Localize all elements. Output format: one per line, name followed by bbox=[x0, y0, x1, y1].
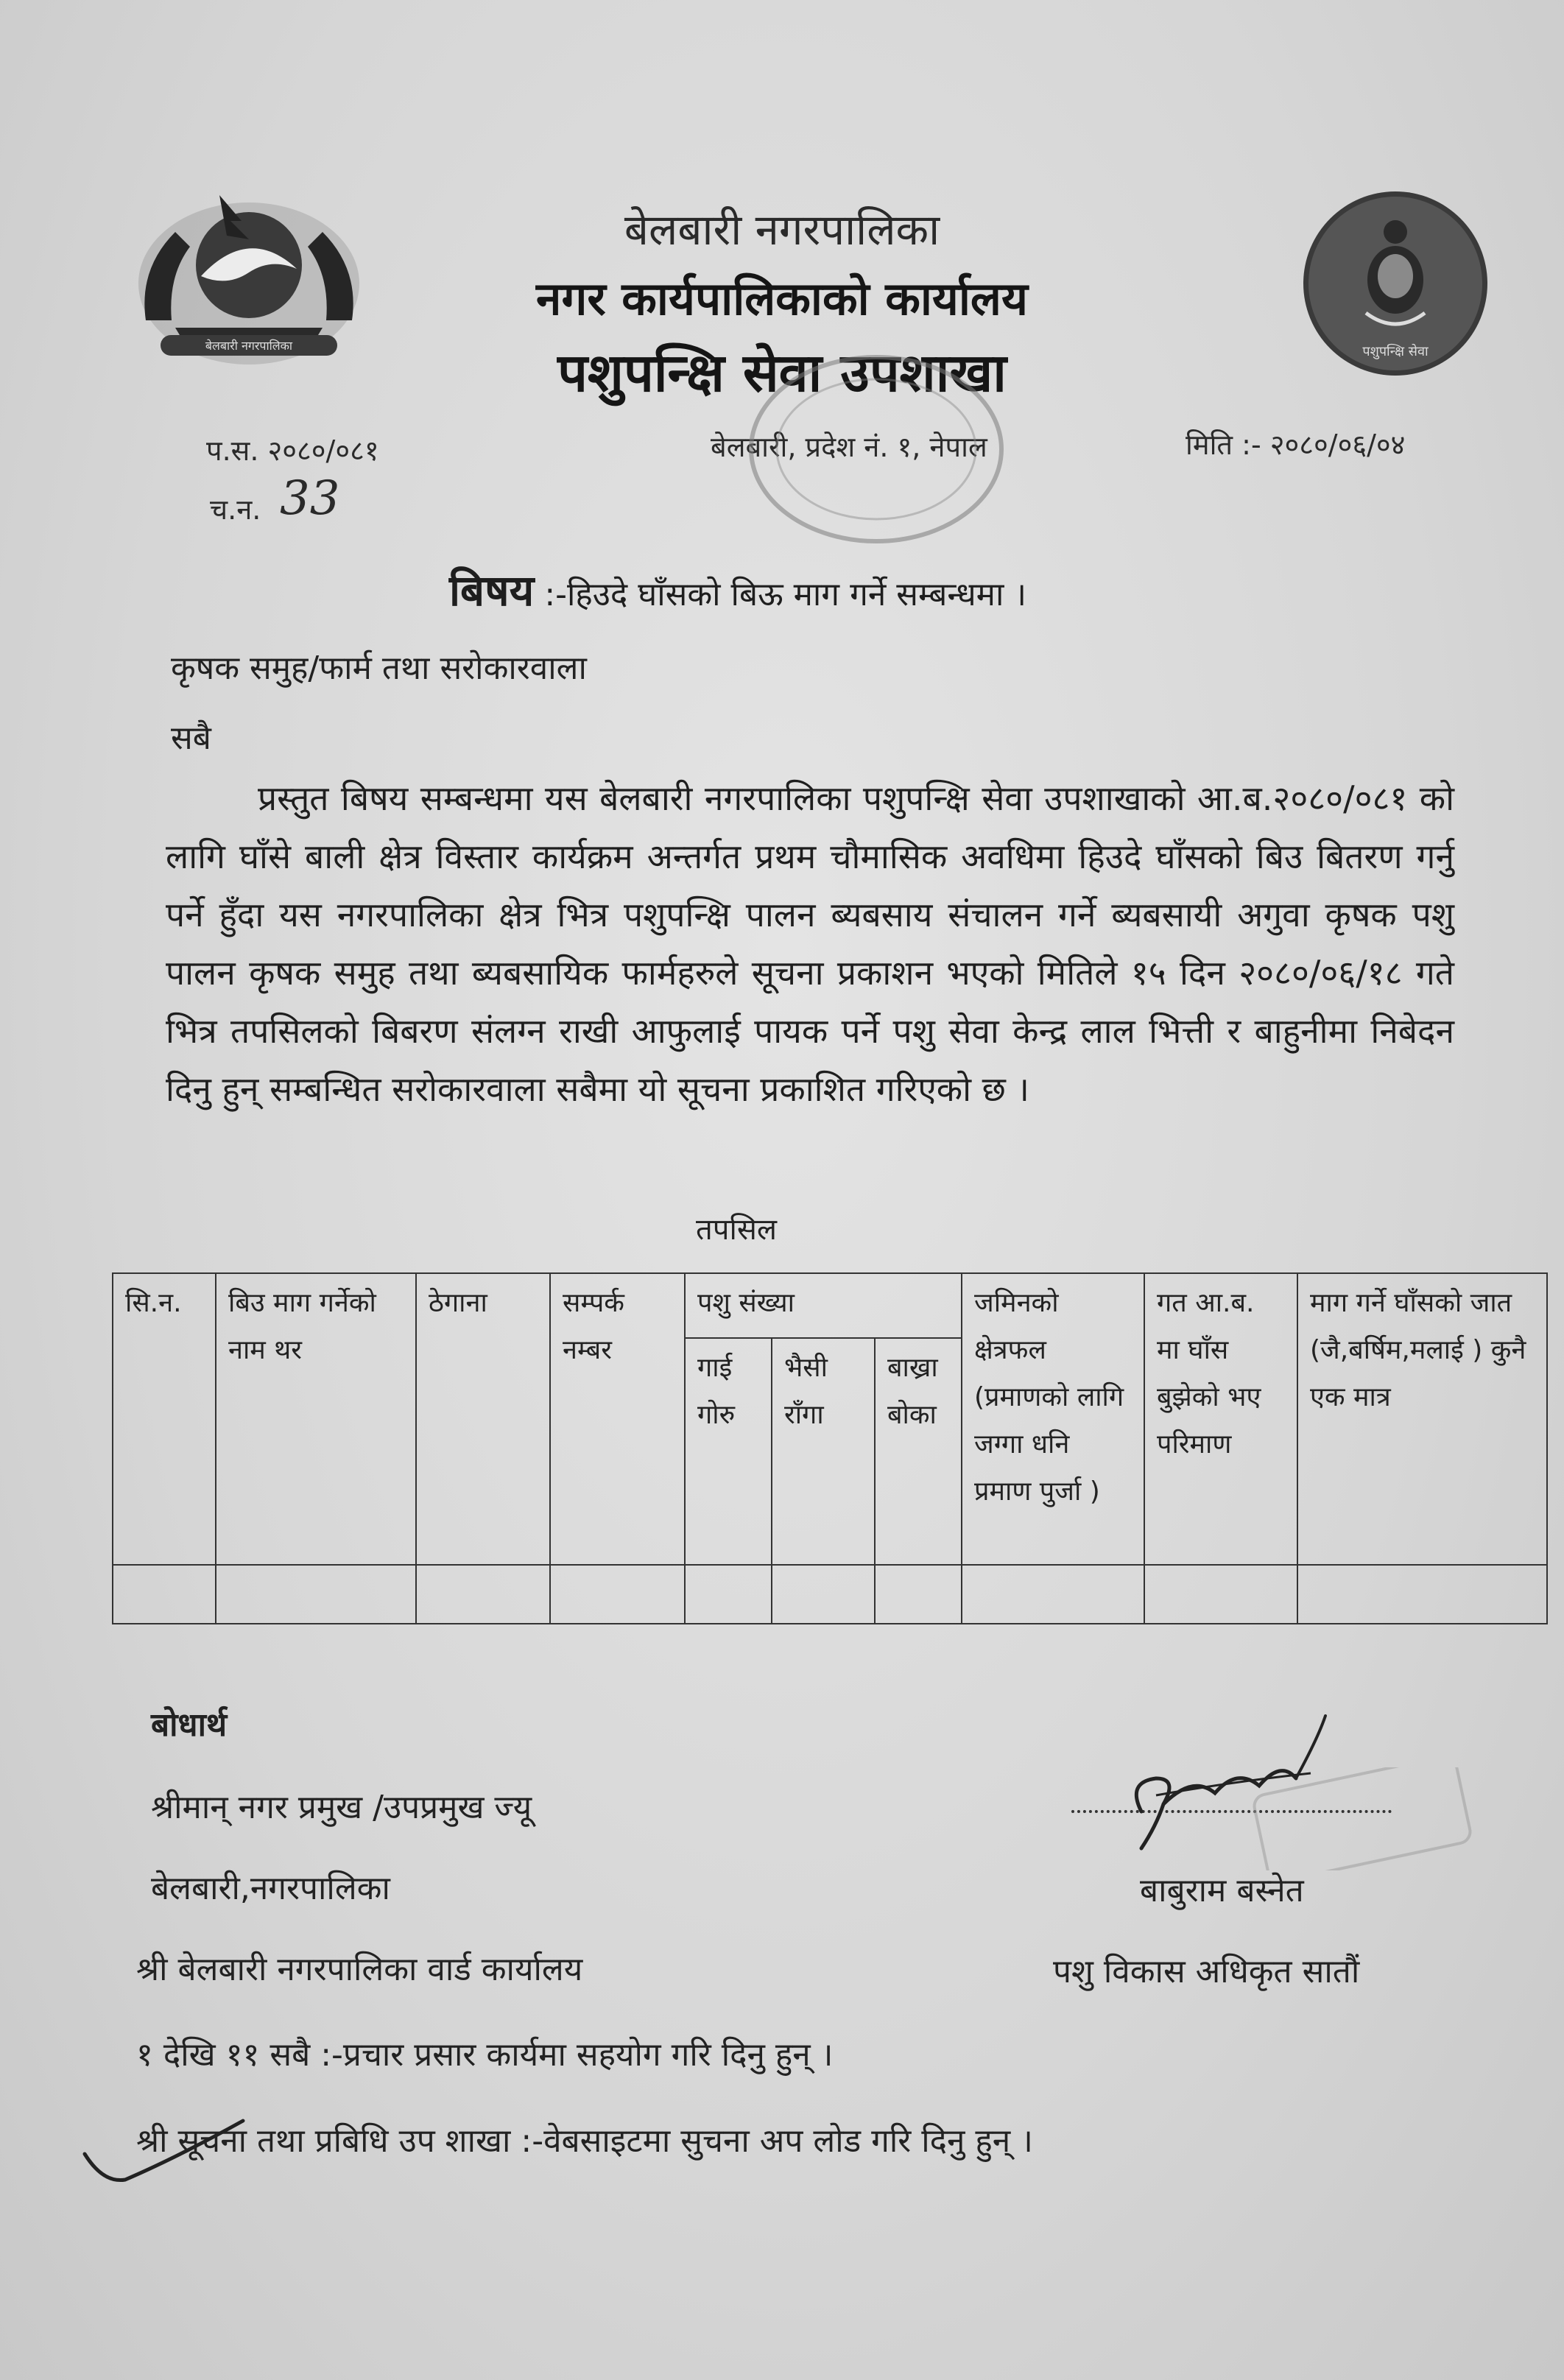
col-header-contact: सम्पर्क नम्बर bbox=[550, 1273, 685, 1565]
signatory-name: बाबुराम बस्नेत bbox=[1140, 1872, 1304, 1909]
subject-label: बिषय bbox=[449, 566, 535, 616]
cc-title: बोधार्थ bbox=[151, 1706, 228, 1744]
table-cell bbox=[772, 1565, 875, 1624]
table-cell bbox=[875, 1565, 962, 1624]
ref-number: प.स. २०८०/०८१ bbox=[206, 434, 379, 467]
cc-line-5: श्री सूचना तथा प्रबिधि उप शाखा :-वेबसाइटमा सुचना अप लोड गरि दिनु हुन् । bbox=[136, 2122, 1033, 2160]
table-row bbox=[113, 1565, 1547, 1624]
office-stamp bbox=[744, 346, 1009, 552]
emblem-ribbon-text: बेलबारी नगरपालिका bbox=[205, 339, 293, 353]
branch-name: पशुपन्क्षि सेवा उपशाखा bbox=[557, 342, 1007, 404]
recipient-line-1: कृषक समुह/फार्म तथा सरोकारवाला bbox=[171, 649, 587, 687]
table-header-row bbox=[113, 1273, 1547, 1338]
table-cell bbox=[685, 1565, 772, 1624]
subject-line bbox=[449, 560, 1026, 618]
dispatch-label: च.न. bbox=[210, 493, 261, 526]
recipient-line-2: सबै bbox=[171, 719, 211, 757]
cc-line-1: श्रीमान् नगर प्रमुख /उपप्रमुख ज्यू bbox=[151, 1789, 532, 1826]
signatory-designation: पशु विकास अधिकृत सातौं bbox=[1053, 1953, 1360, 1990]
table-cell bbox=[216, 1565, 416, 1624]
details-table bbox=[112, 1272, 1548, 1624]
cc-line-3: श्री बेलबारी नगरपालिका वार्ड कार्यालय bbox=[136, 1951, 583, 1988]
table-cell bbox=[1297, 1565, 1547, 1624]
body-text: प्रस्तुत बिषय सम्बन्धमा यस बेलबारी नगरपालिका पशुपन्क्षि सेवा उपशाखाको आ.ब.२०८०/०८१ को लागि घाँसे बाली क्षेत्र विस्तार कार्यक्रम अन्तर्गत प्रथम चौमासिक अवधिमा हिउदे घाँसको बिउ बितरण गर्नु पर्ने हुँदा यस नगरपालिका क्षेत्र भित्र पशुपन्क्षि पालन ब्यबसाय संचालन गर्ने ब्यबसायी अगुवा कृषक पशु पालन कृषक समुह तथा ब्यबसायिक फार्महरुले सूचना प्रकाशन भएको मितिले १५ दिन २०८०/०६/१८ गते भित्र तपसिलको बिबरण संलग्न राखी आफुलाई पायक पर्ने पशु सेवा केन्द्र लाल भित्ती र बाहुनीमा निबेदन दिनु हुन् सम्बन्धित सरोकारवाला सबैमा यो सूचना प्रकाशित गरिएको छ । bbox=[166, 778, 1454, 1109]
col-header-prev-year: गत आ.ब. मा घाँस बुझेको भए परिमाण bbox=[1144, 1273, 1297, 1565]
office-name: नगर कार्यपालिकाको कार्यालय bbox=[536, 272, 1028, 325]
subject-text: :-हिउदे घाँसको बिऊ माग गर्ने सम्बन्धमा । bbox=[544, 576, 1027, 613]
table-cell bbox=[550, 1565, 685, 1624]
office-address: बेलबारी, प्रदेश नं. १, नेपाल bbox=[711, 431, 987, 463]
table-cell bbox=[1144, 1565, 1297, 1624]
col-header-livestock: पशु संख्या bbox=[685, 1273, 962, 1338]
body-paragraph bbox=[166, 770, 1454, 1119]
seal-caption-text: पशुपन्क्षि सेवा bbox=[1362, 344, 1429, 359]
sub-header-cow: गाई गोरु bbox=[685, 1338, 772, 1565]
table-cell bbox=[113, 1565, 216, 1624]
signature-stamp bbox=[1252, 1767, 1473, 1870]
municipality-name: बेलबारी नगरपालिका bbox=[624, 205, 940, 255]
col-header-name: बिउ माग गर्नेको नाम थर bbox=[216, 1273, 416, 1565]
col-header-sn: सि.न. bbox=[113, 1273, 216, 1565]
checkmark-icon bbox=[81, 2113, 250, 2187]
sub-header-buffalo: भैसी राँगा bbox=[772, 1338, 875, 1565]
col-header-address: ठेगाना bbox=[416, 1273, 550, 1565]
col-header-land: जमिनको क्षेत्रफल (प्रमाणको लागि जग्गा धनि प्रमाण पुर्जा ) bbox=[962, 1273, 1144, 1565]
letter-date: मिति :- २०८०/०६/०४ bbox=[1186, 429, 1406, 461]
table-cell bbox=[962, 1565, 1144, 1624]
cc-line-2: बेलबारी,नगरपालिका bbox=[151, 1870, 390, 1907]
table-cell bbox=[416, 1565, 550, 1624]
sub-header-goat: बाख्रा बोका bbox=[875, 1338, 962, 1565]
col-header-grass-type: माग गर्ने घाँसको जात (जै,बर्षिम,मलाई ) कुनै एक मात्र bbox=[1297, 1273, 1547, 1565]
cc-line-4: १ देखि ११ सबै :-प्रचार प्रसार कार्यमा सहयोग गरि दिनु हुन् । bbox=[136, 2036, 834, 2074]
table-title: तपसिल bbox=[696, 1213, 778, 1247]
dispatch-number: 33 bbox=[280, 471, 340, 526]
